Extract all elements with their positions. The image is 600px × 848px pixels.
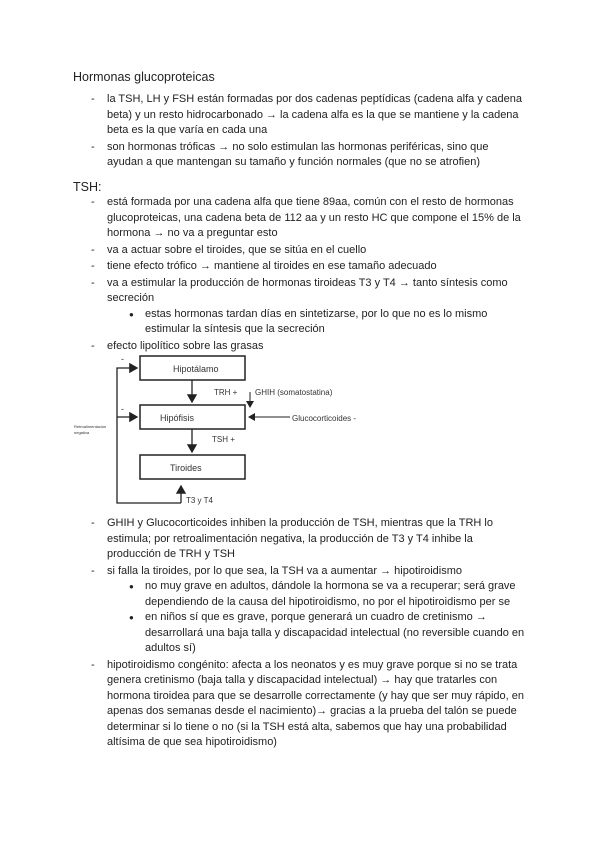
list-item: - efecto lipolítico sobre las grasas — [0, 339, 527, 355]
sub-list-item: ● estas hormonas tardan días en sintetizarse, por lo que no es lo mismo estimular la síntesis que la secreción — [107, 307, 527, 338]
list-item: - está formada por una cadena alfa que tiene 89aa, común con el resto de hormonas glucoproteicas, una cadena beta de 112 aa y un resto HC que compone el 15% de la hormona → no va a preguntar esto — [0, 195, 527, 242]
feedback-label: negativa — [74, 430, 90, 435]
list-item: - son hormonas tróficas → no solo estimulan las hormonas periféricas, sino que ayudan a que mantengan su tamaño y función normales (que no se atrofien) — [0, 140, 527, 171]
list-item-text: va a estimular la producción de hormonas tiroideas T3 y T4 → tanto síntesis como secreción — [107, 276, 508, 304]
t3t4-label: T3 y T4 — [186, 496, 213, 505]
pituitary-label: Hipófisis — [160, 413, 195, 423]
thyroid-label: Tiroides — [170, 463, 202, 473]
section-title-glucoproteic: Hormonas glucoproteicas — [73, 70, 215, 84]
list-item: - va a actuar sobre el tiroides, que se sitúa en el cuello — [0, 243, 527, 259]
sub-list-item: ● no muy grave en adultos, dándole la hormona se va a recuperar; será grave dependiendo de la causa del hipotiroidismo, no por el hipotiroidismo per se — [107, 579, 527, 610]
section-title-tsh: TSH: — [73, 180, 102, 194]
list-item-text: si falla la tiroides, por lo que sea, la TSH va a aumentar → hipotiroidismo — [107, 564, 463, 577]
minus-sign: - — [121, 354, 124, 364]
sub-list-item: ● en niños sí que es grave, porque generará un cuadro de cretinismo → desarrollará una baja talla y discapacidad intelectual (no reversible cuando en adultos sí) — [107, 610, 527, 657]
feedback-hypothalamus-line — [117, 368, 181, 503]
glucocorticoids-label: Glucocorticoides - — [292, 414, 357, 423]
list-item: - la TSH, LH y FSH están formadas por dos cadenas peptídicas (cadena alfa y cadena beta) y un resto hidrocarbonado → la cadena alfa es la que se mantiene y la cadena beta es la que varía en cada una — [0, 92, 527, 139]
list-item: - hipotiroidismo congénito: afecta a los neonatos y es muy grave porque si no se trata genera cretinismo (baja talla y discapacidad intelectual) → hay que tratarles con hormona tiroidea para que se desarrolle correctamente (y hay que ser muy rápido, en apenas dos semanas desde el nacimiento)→ gracias a la prueba del talón se puede determinar si lo tiene o no (si la TSH está alta, sabemos que hay una probabilidad altísima de que sea hipotiroidismo) — [0, 658, 527, 751]
sub-list — [107, 579, 527, 657]
ghih-label: GHIH (somatostatina) — [255, 388, 333, 397]
list-item: - tiene efecto trófico → mantiene al tiroides en ese tamaño adecuado — [0, 259, 527, 275]
feedback-label: Retroalimentación — [74, 424, 107, 429]
trh-label: TRH + — [214, 388, 238, 397]
tsh-label: TSH + — [212, 435, 235, 444]
list-item: - GHIH y Glucocorticoides inhiben la producción de TSH, mientras que la TRH lo estimula; por retroalimentación negativa, la producción de T3 y T4 inhibe la producción de TRH y TSH — [0, 516, 527, 563]
hypothalamus-label: Hipotálamo — [173, 364, 219, 374]
list-item — [0, 564, 527, 657]
minus-sign: - — [121, 404, 124, 414]
regulation-list — [0, 516, 600, 752]
